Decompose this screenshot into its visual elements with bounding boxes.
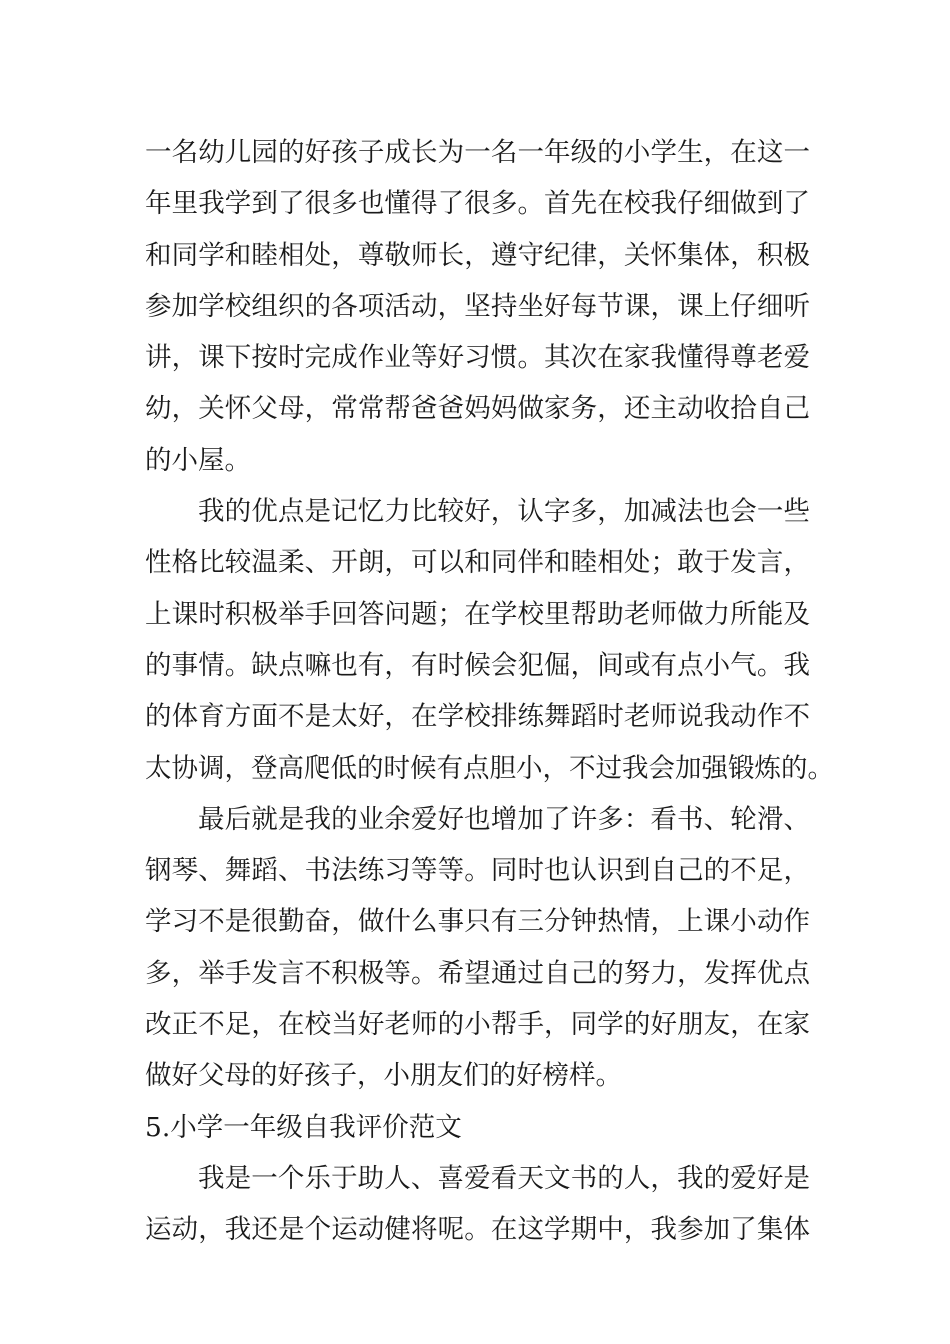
text-line: 性格比较温柔、开朗，可以和同伴和睦相处；敢于发言， [145, 547, 810, 579]
text-line: 我的优点是记忆力比较好，认字多，加减法也会一些 [198, 496, 810, 528]
text-line: 钢琴、舞蹈、书法练习等等。同时也认识到自己的不足， [145, 855, 810, 887]
text-line: 改正不足，在校当好老师的小帮手，同学的好朋友，在家 [145, 1009, 810, 1041]
text-line: 学习不是很勤奋，做什么事只有三分钟热情，上课小动作 [145, 906, 810, 938]
text-line: 做好父母的好孩子，小朋友们的好榜样。 [145, 1060, 622, 1092]
text-line: 的体育方面不是太好，在学校排练舞蹈时老师说我动作不 [145, 701, 810, 733]
text-line: 的事情。缺点嘛也有，有时候会犯倔，间或有点小气。我 [145, 649, 810, 681]
section-heading: 5.小学一年级自我评价范文 [145, 1111, 462, 1143]
document-body [145, 127, 834, 1256]
text-line: 讲，课下按时完成作业等好习惯。其次在家我懂得尊老爱 [145, 342, 810, 374]
text-line: 的小屋。 [145, 444, 251, 476]
text-line: 和同学和睦相处，尊敬师长，遵守纪律，关怀集体，积极 [145, 239, 810, 271]
text-line: 参加学校组织的各项活动，坚持坐好每节课，课上仔细听 [145, 290, 810, 322]
text-line: 运动，我还是个运动健将呢。在这学期中，我参加了集体 [145, 1214, 810, 1246]
text-line: 幼，关怀父母，常常帮爸爸妈妈做家务，还主动收拾自己 [145, 393, 810, 425]
text-line: 太协调，登高爬低的时候有点胆小，不过我会加强锻炼的。 [145, 752, 834, 784]
text-line: 多，举手发言不积极等。希望通过自己的努力，发挥优点 [145, 957, 810, 989]
paragraph-4 [145, 1153, 810, 1256]
text-line: 上课时积极举手回答问题；在学校里帮助老师做力所能及 [145, 598, 810, 630]
text-line: 我是一个乐于助人、喜爱看天文书的人，我的爱好是 [198, 1162, 810, 1194]
paragraph-1 [145, 127, 810, 486]
paragraph-3 [145, 794, 810, 1102]
paragraph-2 [145, 486, 834, 794]
text-line: 一名幼儿园的好孩子成长为一名一年级的小学生，在这一 [145, 137, 810, 168]
text-line: 最后就是我的业余爱好也增加了许多：看书、轮滑、 [198, 803, 810, 835]
text-line: 年里我学到了很多也懂得了很多。首先在校我仔细做到了 [145, 188, 810, 220]
